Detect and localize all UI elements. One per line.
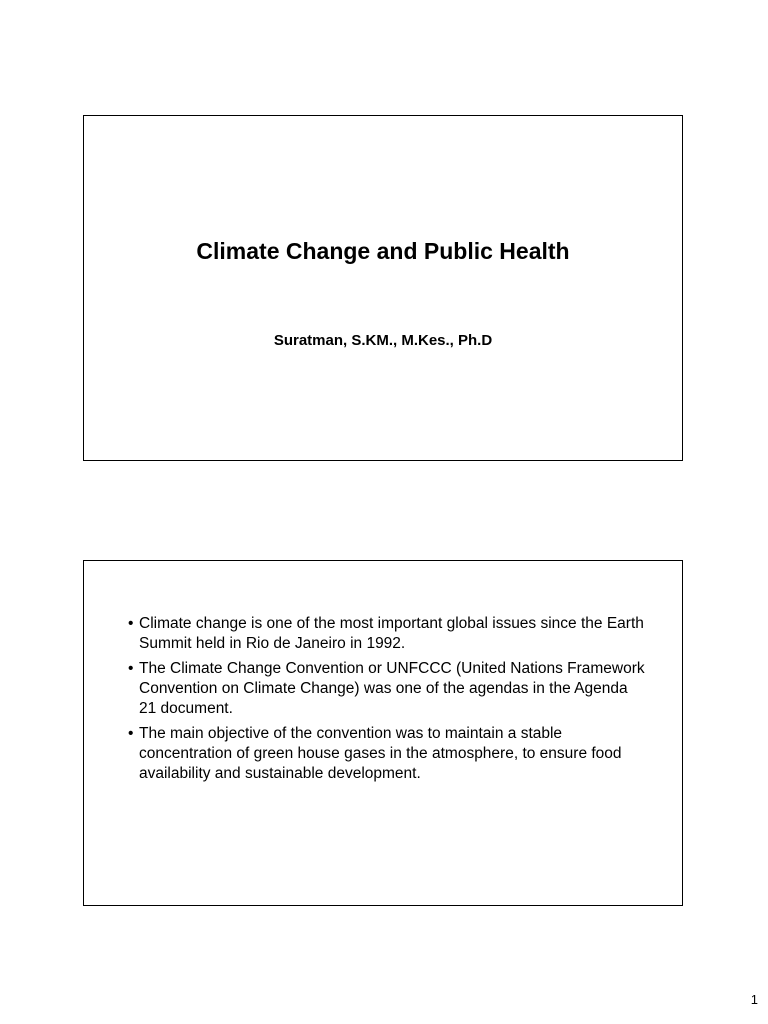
bullet-item [128,614,648,654]
bullet-icon: • [128,660,134,677]
bullet-text: The main objective of the convention was to maintain a stable concentration of green house gases in the atmosphere, to ensure food availability and sustainable development. [139,725,622,782]
slide-title: Climate Change and Public Health [196,238,570,264]
bullet-item [128,659,648,719]
slide-author: Suratman, S.KM., M.Kes., Ph.D [273,332,493,349]
bullet-item [128,724,648,784]
bullet-text: Climate change is one of the most important global issues since the Earth Summit held in Rio de Janeiro in 1992. [139,615,644,652]
content-slide [83,560,683,906]
bullet-text: The Climate Change Convention or UNFCCC (United Nations Framework Convention on Climate Change) was one of the agendas in the Agenda 21 document. [139,660,645,717]
title-slide [83,115,683,461]
bullet-icon: • [128,615,134,632]
bullet-icon: • [128,725,134,742]
bullet-list [128,614,648,789]
page-number: 1 [750,992,758,1007]
